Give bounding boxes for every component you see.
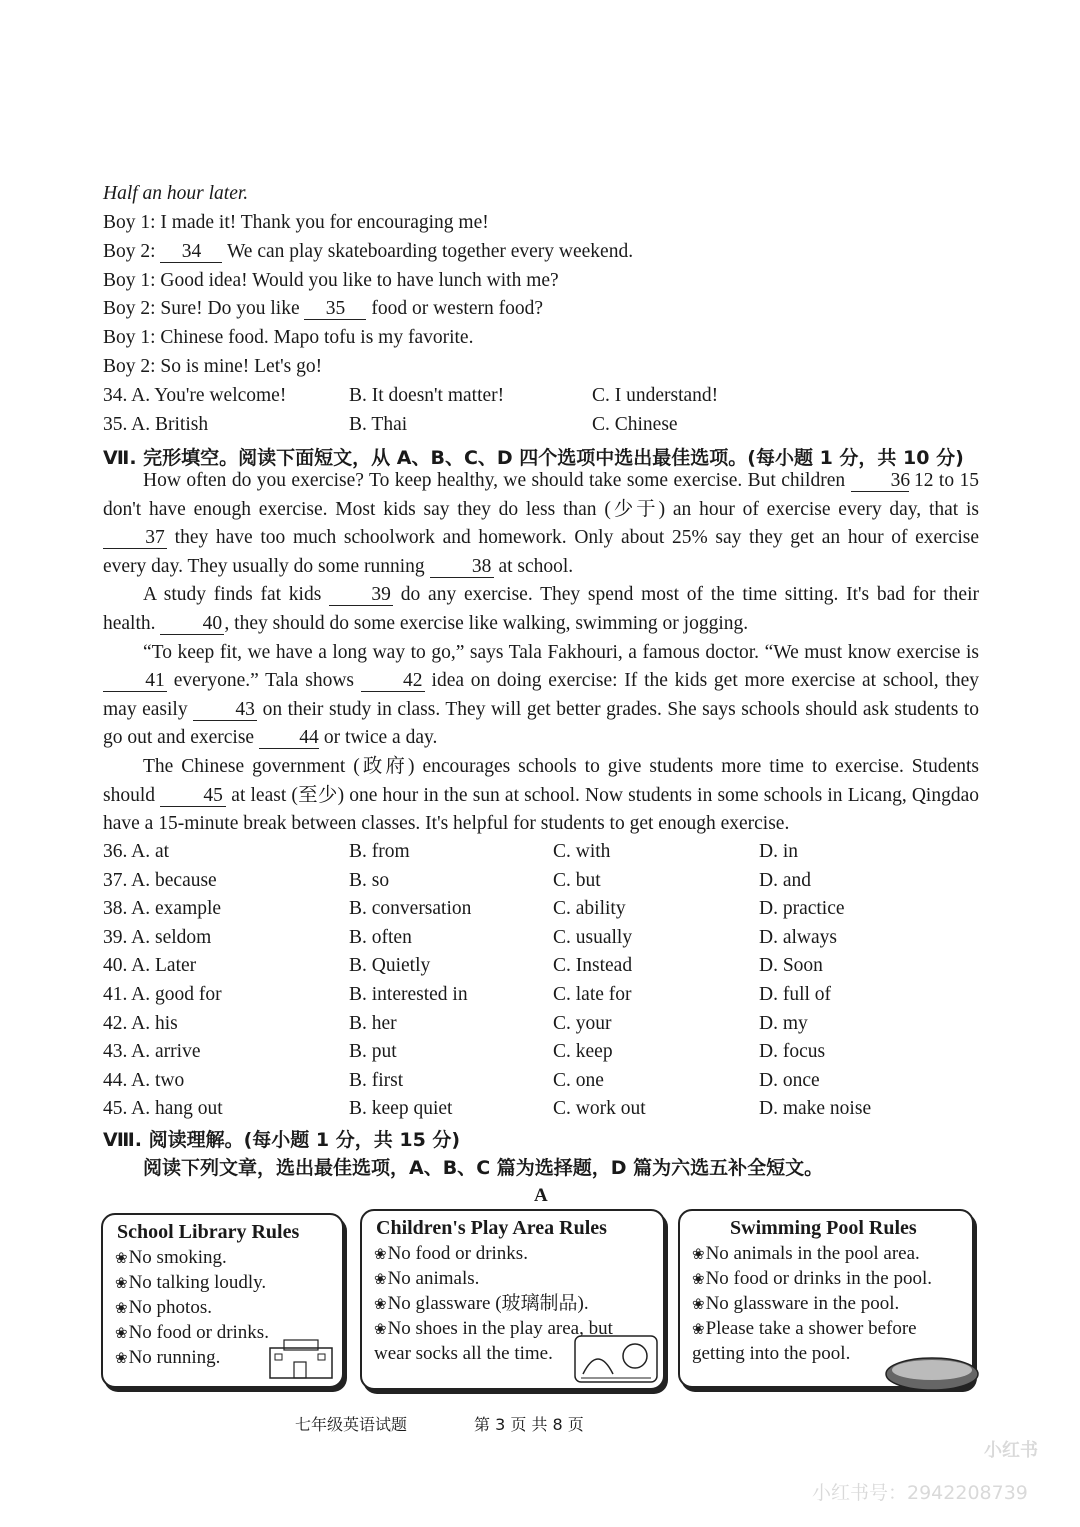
flower-bullet-icon: ❀	[374, 1247, 387, 1263]
option-35b[interactable]: B. Thai	[349, 414, 408, 435]
option-44-c[interactable]: C. one	[553, 1069, 604, 1091]
pool-rules-box	[678, 1209, 974, 1388]
rule-text: No food or drinks in the pool.	[705, 1268, 932, 1289]
flower-bullet-icon: ❀	[374, 1272, 387, 1288]
speaker-text: Boy 2:	[103, 241, 161, 262]
option-42-b[interactable]: B. her	[349, 1012, 397, 1034]
play-area-rules-box	[360, 1209, 665, 1390]
option-45-a[interactable]: 45. A. hang out	[103, 1098, 223, 1120]
option-43-c[interactable]: C. keep	[553, 1041, 613, 1063]
flower-bullet-icon: ❀	[115, 1326, 128, 1342]
rule-text: No glassware in the pool.	[705, 1293, 900, 1314]
flower-bullet-icon: ❀	[115, 1351, 128, 1367]
option-39-a[interactable]: 39. A. seldom	[103, 926, 212, 948]
watermark-id: 小红书号：2942208739	[812, 1482, 1028, 1504]
passage-label: A	[534, 1185, 548, 1206]
flower-bullet-icon: ❀	[115, 1251, 128, 1267]
blank-42[interactable]: 42	[361, 671, 425, 692]
option-44-d[interactable]: D. once	[759, 1069, 820, 1091]
option-36-c[interactable]: C. with	[553, 841, 611, 862]
rule-item	[115, 1296, 342, 1321]
blank-37[interactable]: 37	[103, 528, 167, 549]
rule-item	[115, 1271, 342, 1296]
cloze-passage	[103, 467, 979, 839]
option-38-d[interactable]: D. practice	[759, 898, 845, 920]
library-building-icon	[266, 1336, 336, 1380]
cloze-paragraph-4: The Chinese government (政府) encourages schools to give students more time to exercise. Students should 45 at least (至少) one hour in the sun at school. Now students in some schools in Licang, Qingdao have a 15-minute break between classes. It's helpful for students to get enough exercise.	[103, 755, 979, 835]
dialogue-line: Boy 2: So is mine! Let's go!	[103, 356, 323, 377]
blank-39[interactable]: 39	[329, 585, 393, 606]
option-43-a[interactable]: 43. A. arrive	[103, 1041, 201, 1063]
rule-item	[692, 1292, 960, 1317]
option-36-a[interactable]: 36. A. at	[103, 841, 170, 862]
option-41-b[interactable]: B. interested in	[349, 984, 468, 1005]
library-rules-box	[101, 1213, 344, 1388]
option-34a[interactable]: 34. A. You're welcome!	[103, 385, 287, 406]
rules-title: Swimming Pool Rules	[730, 1217, 917, 1239]
option-35c[interactable]: C. Chinese	[592, 414, 678, 435]
rules-list	[680, 1242, 960, 1365]
rule-text: No shoes in the play area, but wear socks all the time.	[374, 1318, 613, 1364]
option-42-c[interactable]: C. your	[553, 1012, 612, 1034]
rule-item	[692, 1242, 960, 1267]
flower-bullet-icon: ❀	[115, 1276, 128, 1292]
blank-41[interactable]: 41	[103, 671, 167, 692]
option-39-b[interactable]: B. often	[349, 926, 412, 948]
option-36-b[interactable]: B. from	[349, 841, 410, 862]
flower-bullet-icon: ❀	[374, 1297, 387, 1313]
option-35a[interactable]: 35. A. British	[103, 414, 209, 435]
option-45-d[interactable]: D. make noise	[759, 1098, 872, 1120]
option-36-d[interactable]: D. in	[759, 841, 798, 862]
rule-text: No animals.	[387, 1268, 480, 1289]
blank-35[interactable]: 35	[304, 299, 366, 320]
option-40-c[interactable]: C. Instead	[553, 955, 633, 977]
option-38-b[interactable]: B. conversation	[349, 898, 472, 920]
flower-bullet-icon: ❀	[374, 1322, 387, 1338]
dialogue-line: Boy 1: I made it! Thank you for encouraging me!	[103, 212, 489, 233]
cloze-paragraph-3: “To keep fit, we have a long way to go,” says Tala Fakhouri, a famous doctor. “We must know exercise is 41 everyone.” Tala shows 42 idea on doing exercise: If the kids get more exercise at school, they may easily 43 on their study in class. They will get better grades. She says schools should ask students to go out and exercise 44 or twice a day.	[103, 641, 979, 749]
option-42-d[interactable]: D. my	[759, 1012, 808, 1034]
option-44-b[interactable]: B. first	[349, 1069, 404, 1091]
rule-text: Please take a shower before getting into the pool.	[692, 1318, 917, 1364]
rule-item	[374, 1242, 642, 1267]
blank-45[interactable]: 45	[160, 786, 226, 807]
rules-title: School Library Rules	[117, 1221, 300, 1243]
rule-item	[692, 1267, 960, 1292]
flower-bullet-icon: ❀	[115, 1301, 128, 1317]
dialogue-line: Boy 1: Chinese food. Mapo tofu is my favorite.	[103, 327, 474, 348]
rule-text: No running.	[128, 1347, 221, 1368]
rule-text: No food or drinks.	[387, 1243, 528, 1264]
rule-text: No talking loudly.	[128, 1272, 267, 1293]
option-37-a[interactable]: 37. A. because	[103, 869, 217, 891]
blank-40[interactable]: 40	[160, 614, 224, 635]
rule-text: No food or drinks.	[128, 1322, 269, 1343]
section-8-instructions: 阅读下列文章，选出最佳选项，A、B、C 篇为选择题，D 篇为六选五补全短文。	[143, 1157, 824, 1179]
footer-page-number: 第 3 页 共 8 页	[474, 1415, 584, 1434]
option-39-c[interactable]: C. usually	[553, 926, 633, 948]
speaker-text: Boy 2: Sure! Do you like	[103, 298, 305, 319]
option-41-c[interactable]: C. late for	[553, 984, 632, 1005]
blank-38[interactable]: 38	[430, 557, 494, 578]
option-40-b[interactable]: B. Quietly	[349, 955, 431, 977]
watermark-logo: 小红书	[984, 1440, 1038, 1461]
dialogue-line	[103, 298, 543, 320]
option-39-d[interactable]: D. always	[759, 926, 837, 948]
cloze-paragraph-2: A study finds fat kids 39 do any exercise. They spend most of the time sitting. It's bad for their health. 40 , they should do some exercise like walking, swimming or jogging.	[103, 584, 980, 634]
flower-bullet-icon: ❀	[692, 1247, 705, 1263]
section-8-heading: Ⅷ. 阅读理解。(每小题 1 分，共 15 分)	[103, 1129, 461, 1151]
rule-text: No smoking.	[128, 1247, 227, 1268]
option-41-a[interactable]: 41. A. good for	[103, 984, 222, 1005]
option-43-b[interactable]: B. put	[349, 1041, 397, 1063]
flower-bullet-icon: ❀	[692, 1297, 705, 1313]
option-37-c[interactable]: C. but	[553, 869, 601, 891]
rule-item	[374, 1292, 642, 1317]
rule-text: No glassware (玻璃制品).	[387, 1293, 589, 1314]
rule-text: No photos.	[128, 1297, 212, 1318]
option-43-d[interactable]: D. focus	[759, 1041, 826, 1063]
rule-item	[115, 1246, 342, 1271]
option-37-b[interactable]: B. so	[349, 869, 390, 891]
playground-icon	[573, 1334, 659, 1384]
rules-title: Children's Play Area Rules	[376, 1217, 607, 1239]
rule-text: No animals in the pool area.	[705, 1243, 920, 1264]
flower-bullet-icon: ❀	[692, 1272, 705, 1288]
option-34c[interactable]: C. I understand!	[592, 385, 719, 406]
blank-44[interactable]: 44	[259, 728, 319, 749]
option-38-c[interactable]: C. ability	[553, 898, 626, 920]
dialogue-text: We can play skateboarding together every weekend.	[222, 241, 634, 262]
option-40-a[interactable]: 40. A. Later	[103, 955, 197, 977]
blank-36[interactable]: 36	[851, 471, 909, 492]
blank-34[interactable]: 34	[160, 242, 222, 263]
option-40-d[interactable]: D. Soon	[759, 955, 823, 977]
section-7-heading: Ⅶ. 完形填空。阅读下面短文，从 A、B、C、D 四个选项中选出最佳选项。(每小题 1 分，共 10 分)	[103, 447, 964, 469]
footer-subject: 七年级英语试题	[295, 1415, 408, 1434]
option-45-b[interactable]: B. keep quiet	[349, 1098, 453, 1120]
flower-bullet-icon: ❀	[692, 1322, 705, 1338]
option-45-c[interactable]: C. work out	[553, 1098, 646, 1120]
option-38-a[interactable]: 38. A. example	[103, 898, 222, 920]
rule-item	[374, 1267, 642, 1292]
option-42-a[interactable]: 42. A. his	[103, 1012, 178, 1034]
dialogue-line: Boy 1: Good idea! Would you like to have lunch with me?	[103, 270, 559, 291]
stage-direction: Half an hour later.	[103, 183, 249, 204]
dialogue-line	[103, 241, 633, 263]
option-34b[interactable]: B. It doesn't matter!	[349, 385, 505, 406]
option-44-a[interactable]: 44. A. two	[103, 1069, 185, 1091]
pool-icon	[882, 1350, 982, 1394]
option-37-d[interactable]: D. and	[759, 869, 811, 891]
cloze-paragraph-1: How often do you exercise? To keep healthy, we should take some exercise. But children 36 12 to 15 don't have enough exercise. Most kids say they do less than (少于) an hour of exercise every day, that is 37 they have too much schoolwork and homework. Only about 25% say they get an hour of exercise every day. They usually do some running 38 at school.	[103, 470, 979, 577]
blank-43[interactable]: 43	[193, 700, 257, 721]
option-41-d[interactable]: D. full of	[759, 984, 832, 1005]
dialogue-text: food or western food?	[366, 298, 544, 319]
